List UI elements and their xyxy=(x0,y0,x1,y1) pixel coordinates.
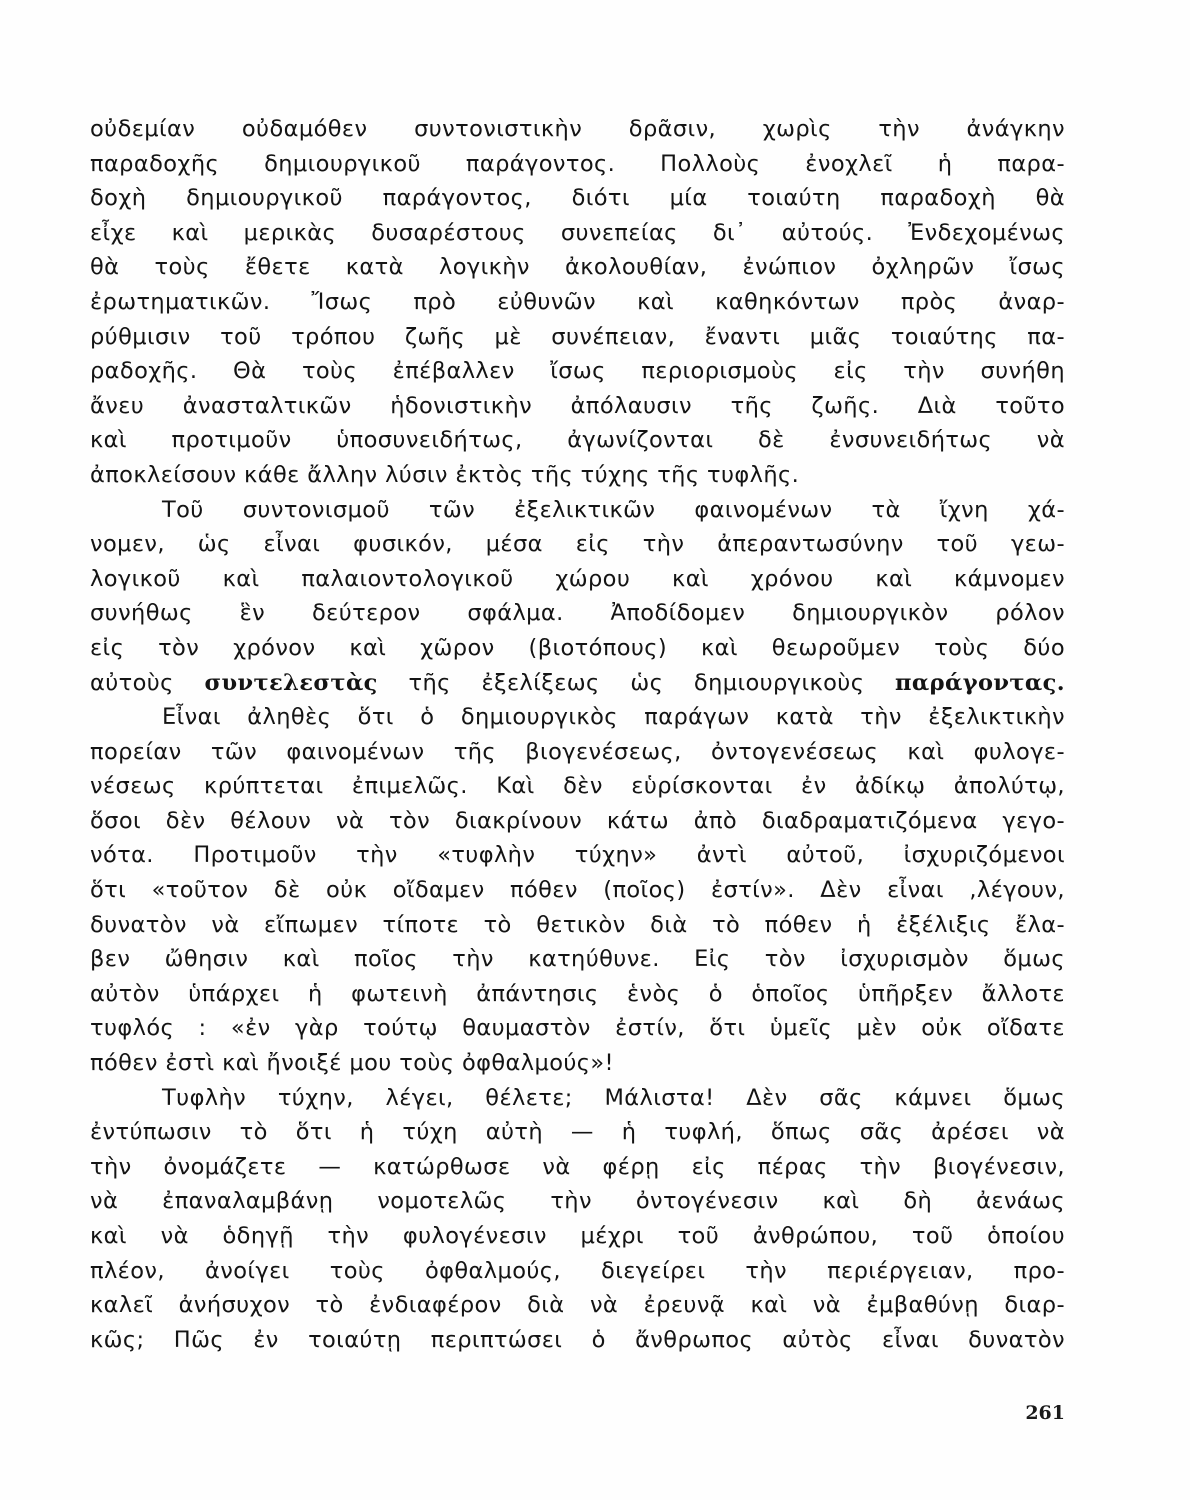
body-text xyxy=(90,112,1065,1357)
text-line: ἀποκλείσουν κάθε ἄλλην λύσιν ἐκτὸς τῆς τύχης τῆς τυφλῆς. xyxy=(90,461,800,488)
text-run: αὐτοὺς xyxy=(90,669,174,696)
text-line: θὰ τοὺς ἔθετε κατὰ λογικὴν ἀκολουθίαν, ἐνώπιον ὀχληρῶν ἴσως xyxy=(90,254,1065,281)
text-line: ρύθμισιν τοῦ τρόπου ζωῆς μὲ συνέπειαν, ἔναντι μιᾶς τοιαύτης πα- xyxy=(90,323,1065,350)
paragraph xyxy=(90,700,1065,1081)
text-line: ἐρωτηματικῶν. Ἴσως πρὸ εὐθυνῶν καὶ καθηκόντων πρὸς ἀναρ- xyxy=(90,288,1065,315)
text-line: καὶ νὰ ὁδηγῇ τὴν φυλογένεσιν μέχρι τοῦ ἀνθρώπου, τοῦ ὁποίου xyxy=(90,1223,1065,1249)
text-line: κῶς; Πῶς ἐν τοιαύτῃ περιπτώσει ὁ ἄνθρωπος αὐτὸς εἶναι δυνατὸν xyxy=(90,1326,1065,1353)
paragraph xyxy=(90,493,1065,701)
text-line: ὅτι «τοῦτον δὲ οὐκ οἴδαμεν πόθεν (ποῖος) ἐστίν». Δὲν εἶναι ,λέγουν, xyxy=(90,877,1065,904)
page-number: 261 xyxy=(1025,1402,1065,1424)
text-line: νὰ ἐπαναλαμβάνῃ νομοτελῶς τὴν ὀντογένεσιν καὶ δὴ ἀενάως xyxy=(90,1188,1065,1215)
text-line: ἄνευ ἀνασταλτικῶν ἡδονιστικὴν ἀπόλαυσιν τῆς ζωῆς. Διὰ τοῦτο xyxy=(90,392,1065,419)
text-line: νομεν, ὡς εἶναι φυσικόν, μέσα εἰς τὴν ἀπεραντωσύνην τοῦ γεω- xyxy=(90,531,1065,558)
text-line: Τυφλὴν τύχην, λέγει, θέλετε; Μάλιστα! Δὲν σᾶς κάμνει ὅμως xyxy=(162,1084,1065,1111)
text-line: αὐτὸν ὑπάρχει ἡ φωτεινὴ ἀπάντησις ἑνὸς ὁ ὁποῖος ὑπῆρξεν ἄλλοτε xyxy=(90,980,1065,1007)
text-line: νέσεως κρύπτεται ἐπιμελῶς. Καὶ δὲν εὑρίσκονται ἐν ἀδίκῳ ἀπολύτῳ, xyxy=(90,773,1065,800)
text-line-mixed xyxy=(90,666,1065,701)
bold-term: παράγοντας. xyxy=(895,669,1065,696)
text-line: πλέον, ἀνοίγει τοὺς ὀφθαλμούς, διεγείρει τὴν περιέργειαν, προ- xyxy=(90,1257,1065,1284)
text-run: τῆς ἐξελίξεως ὡς δημιουργικοὺς xyxy=(408,669,865,696)
text-line: βεν ὤθησιν καὶ ποῖος τὴν κατηύθυνε. Εἰς τὸν ἰσχυρισμὸν ὅμως xyxy=(90,946,1065,973)
text-line: πορείαν τῶν φαινομένων τῆς βιογενέσεως, ὀντογενέσεως καὶ φυλογε- xyxy=(90,738,1065,765)
text-line: δοχὴ δημιουργικοῦ παράγοντος, διότι μία τοιαύτη παραδοχὴ θὰ xyxy=(90,185,1065,212)
paragraph xyxy=(90,112,1065,493)
paragraph xyxy=(90,1081,1065,1358)
text-line: ραδοχῆς. Θὰ τοὺς ἐπέβαλλεν ἴσως περιορισμοὺς εἰς τὴν συνήθη xyxy=(90,358,1065,385)
text-line: Εἶναι ἀληθὲς ὅτι ὁ δημιουργικὸς παράγων κατὰ τὴν ἐξελικτικὴν xyxy=(162,704,1065,731)
text-line: συνήθως ἓν δεύτερον σφάλμα. Ἀποδίδομεν δημιουργικὸν ρόλον xyxy=(90,600,1065,627)
text-line: τὴν ὀνομάζετε — κατώρθωσε νὰ φέρῃ εἰς πέρας τὴν βιογένεσιν, xyxy=(90,1153,1065,1180)
text-line: καλεῖ ἀνήσυχον τὸ ἐνδιαφέρον διὰ νὰ ἐρευνᾷ καὶ νὰ ἐμβαθύνῃ διαρ- xyxy=(90,1292,1065,1319)
text-line: δυνατὸν νὰ εἴπωμεν τίποτε τὸ θετικὸν διὰ τὸ πόθεν ἡ ἐξέλιξις ἔλα- xyxy=(90,911,1065,938)
text-line: λογικοῦ καὶ παλαιοντολογικοῦ χώρου καὶ χρόνου καὶ κάμνομεν xyxy=(90,565,1065,592)
bold-term: συντελεστὰς xyxy=(204,669,378,696)
text-line: ὅσοι δὲν θέλουν νὰ τὸν διακρίνουν κάτω ἀπὸ διαδραματιζόμενα γεγο- xyxy=(90,807,1065,834)
text-line: ἐντύπωσιν τὸ ὅτι ἡ τύχη αὐτὴ — ἡ τυφλή, ὅπως σᾶς ἀρέσει νὰ xyxy=(90,1119,1065,1146)
text-line: εἰς τὸν χρόνον καὶ χῶρον (βιοτόπους) καὶ θεωροῦμεν τοὺς δύο xyxy=(90,634,1065,661)
text-line: Τοῦ συντονισμοῦ τῶν ἐξελικτικῶν φαινομένων τὰ ἴχνη χά- xyxy=(162,496,1065,523)
text-line: εἶχε καὶ μερικὰς δυσαρέστους συνεπείας δι᾽ αὐτούς. Ἐνδεχομένως xyxy=(90,219,1065,246)
text-line: πόθεν ἐστὶ καὶ ἤνοιξέ μου τοὺς ὀφθαλμούς»! xyxy=(90,1050,614,1077)
text-line: παραδοχῆς δημιουργικοῦ παράγοντος. Πολλοὺς ἐνοχλεῖ ἡ παρα- xyxy=(90,150,1065,177)
text-line: τυφλός : «ἐν γὰρ τούτῳ θαυμαστὸν ἐστίν, ὅτι ὑμεῖς μὲν οὐκ οἴδατε xyxy=(90,1015,1065,1042)
text-line: οὐδεμίαν οὐδαμόθεν συντονιστικὴν δρᾶσιν, χωρὶς τὴν ἀνάγκην xyxy=(90,116,1065,142)
text-line: νότα. Προτιμοῦν τὴν «τυφλὴν τύχην» ἀντὶ αὐτοῦ, ἰσχυριζόμενοι xyxy=(90,842,1065,869)
text-line: καὶ προτιμοῦν ὑποσυνειδήτως, ἀγωνίζονται δὲ ἐνσυνειδήτως νὰ xyxy=(90,427,1065,454)
